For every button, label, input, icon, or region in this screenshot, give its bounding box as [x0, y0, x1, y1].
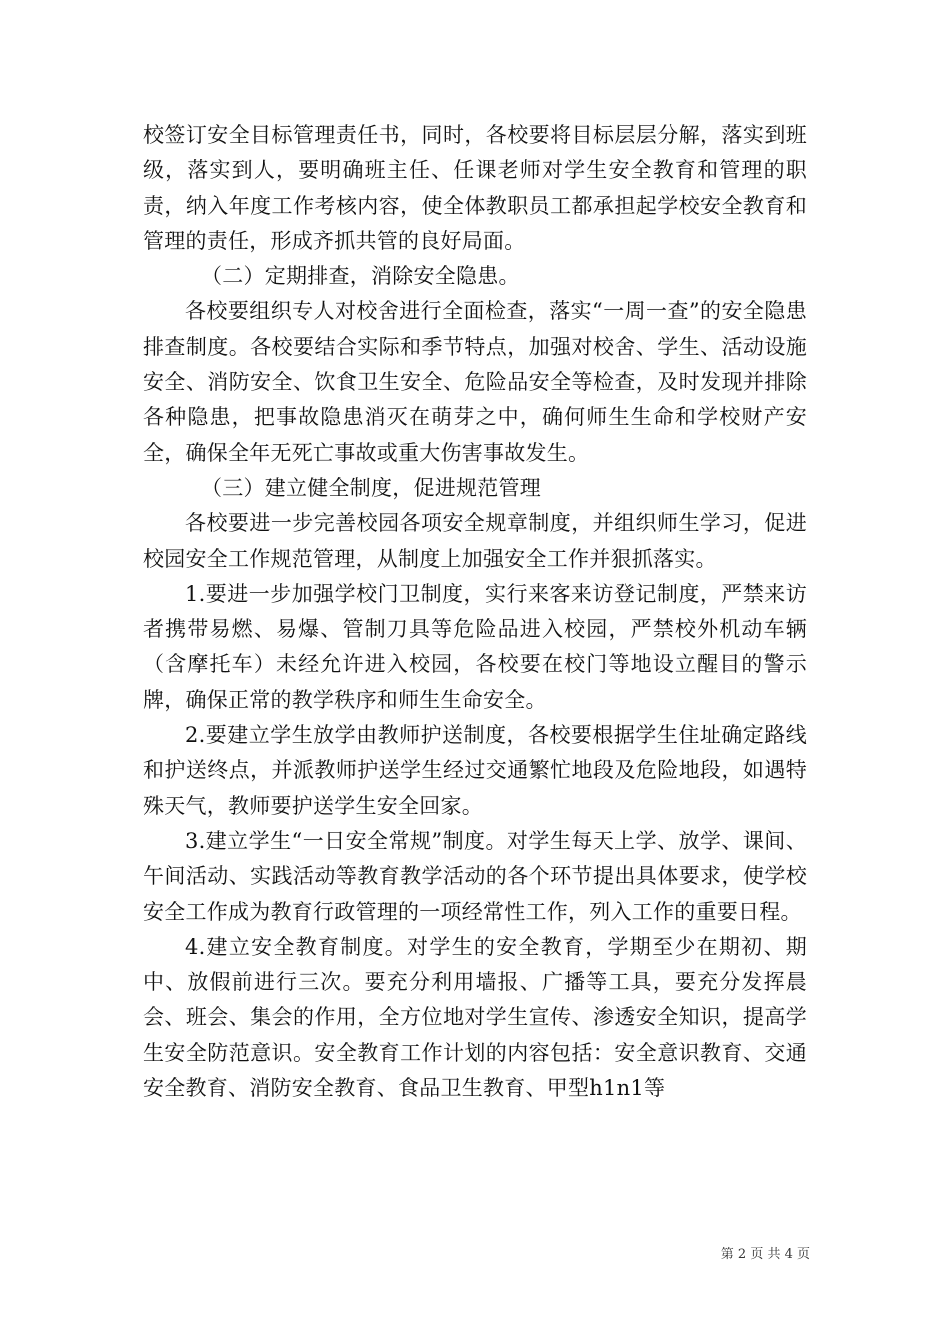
paragraph-inspection: 各校要组织专人对校舍进行全面检查，落实“一周一查”的安全隐患排查制度。各校要结合实际和季节特点，加强对校舍、学生、活动设施安全、消防安全、饮食卫生安全、危险品安全等检查，及时发现并排除各种隐患，把事故隐患消灭在萌芽之中，确何师生生命和学校财产安全，确保全年无死亡事故或重大伤害事故发生。 [143, 299, 807, 465]
page-number-footer: 第 2 页 共 4 页 [720, 1247, 810, 1262]
section-heading-2: （二）定期排查，消除安全隐患。 [201, 264, 520, 289]
section-heading-3: （三）建立健全制度，促进规范管理 [201, 475, 541, 500]
paragraph-responsibility-continued: 校签订安全目标管理责任书，同时，各校要将目标层层分解，落实到班级，落实到人，要明确班主任、任课老师对学生安全教育和管理的职责，纳入年度工作考核内容，使全体教职员工都承担起学校安全教育和管理的责任，形成齐抓共管的良好局面。 [143, 123, 807, 253]
document-body [143, 118, 807, 1106]
paragraph-item-1: 1.要进一步加强学校门卫制度，实行来客来访登记制度，严禁来访者携带易燃、易爆、管制刀具等危险品进入校园，严禁校外机动车辆（含摩托车）未经允许进入校园，各校要在校门等地设立醒目的警示牌，确保正常的教学秩序和师生生命安全。 [143, 581, 807, 712]
paragraph-item-4: 4.建立安全教育制度。对学生的安全教育，学期至少在期初、期中、放假前进行三次。要充分利用墙报、广播等工具，要充分发挥晨会、班会、集会的作用，全方位地对学生宣传、渗透安全知识，提高学生安全防范意识。安全教育工作计划的内容包括：安全意识教育、交通安全教育、消防安全教育、食品卫生教育、甲型h1n1等 [143, 934, 807, 1101]
paragraph-item-2: 2.要建立学生放学由教师护送制度，各校要根据学生住址确定路线和护送终点，并派教师护送学生经过交通繁忙地段及危险地段，如遇特殊天气，教师要护送学生安全回家。 [143, 723, 807, 818]
paragraph-regulations: 各校要进一步完善校园各项安全规章制度，并组织师生学习，促进校园安全工作规范管理，从制度上加强安全工作并狠抓落实。 [143, 511, 807, 571]
paragraph-item-3: 3.建立学生“一日安全常规”制度。对学生每天上学、放学、课间、午间活动、实践活动等教育教学活动的各个环节提出具体要求，使学校安全工作成为教育行政管理的一项经常性工作，列入工作的重要日程。 [143, 828, 807, 924]
